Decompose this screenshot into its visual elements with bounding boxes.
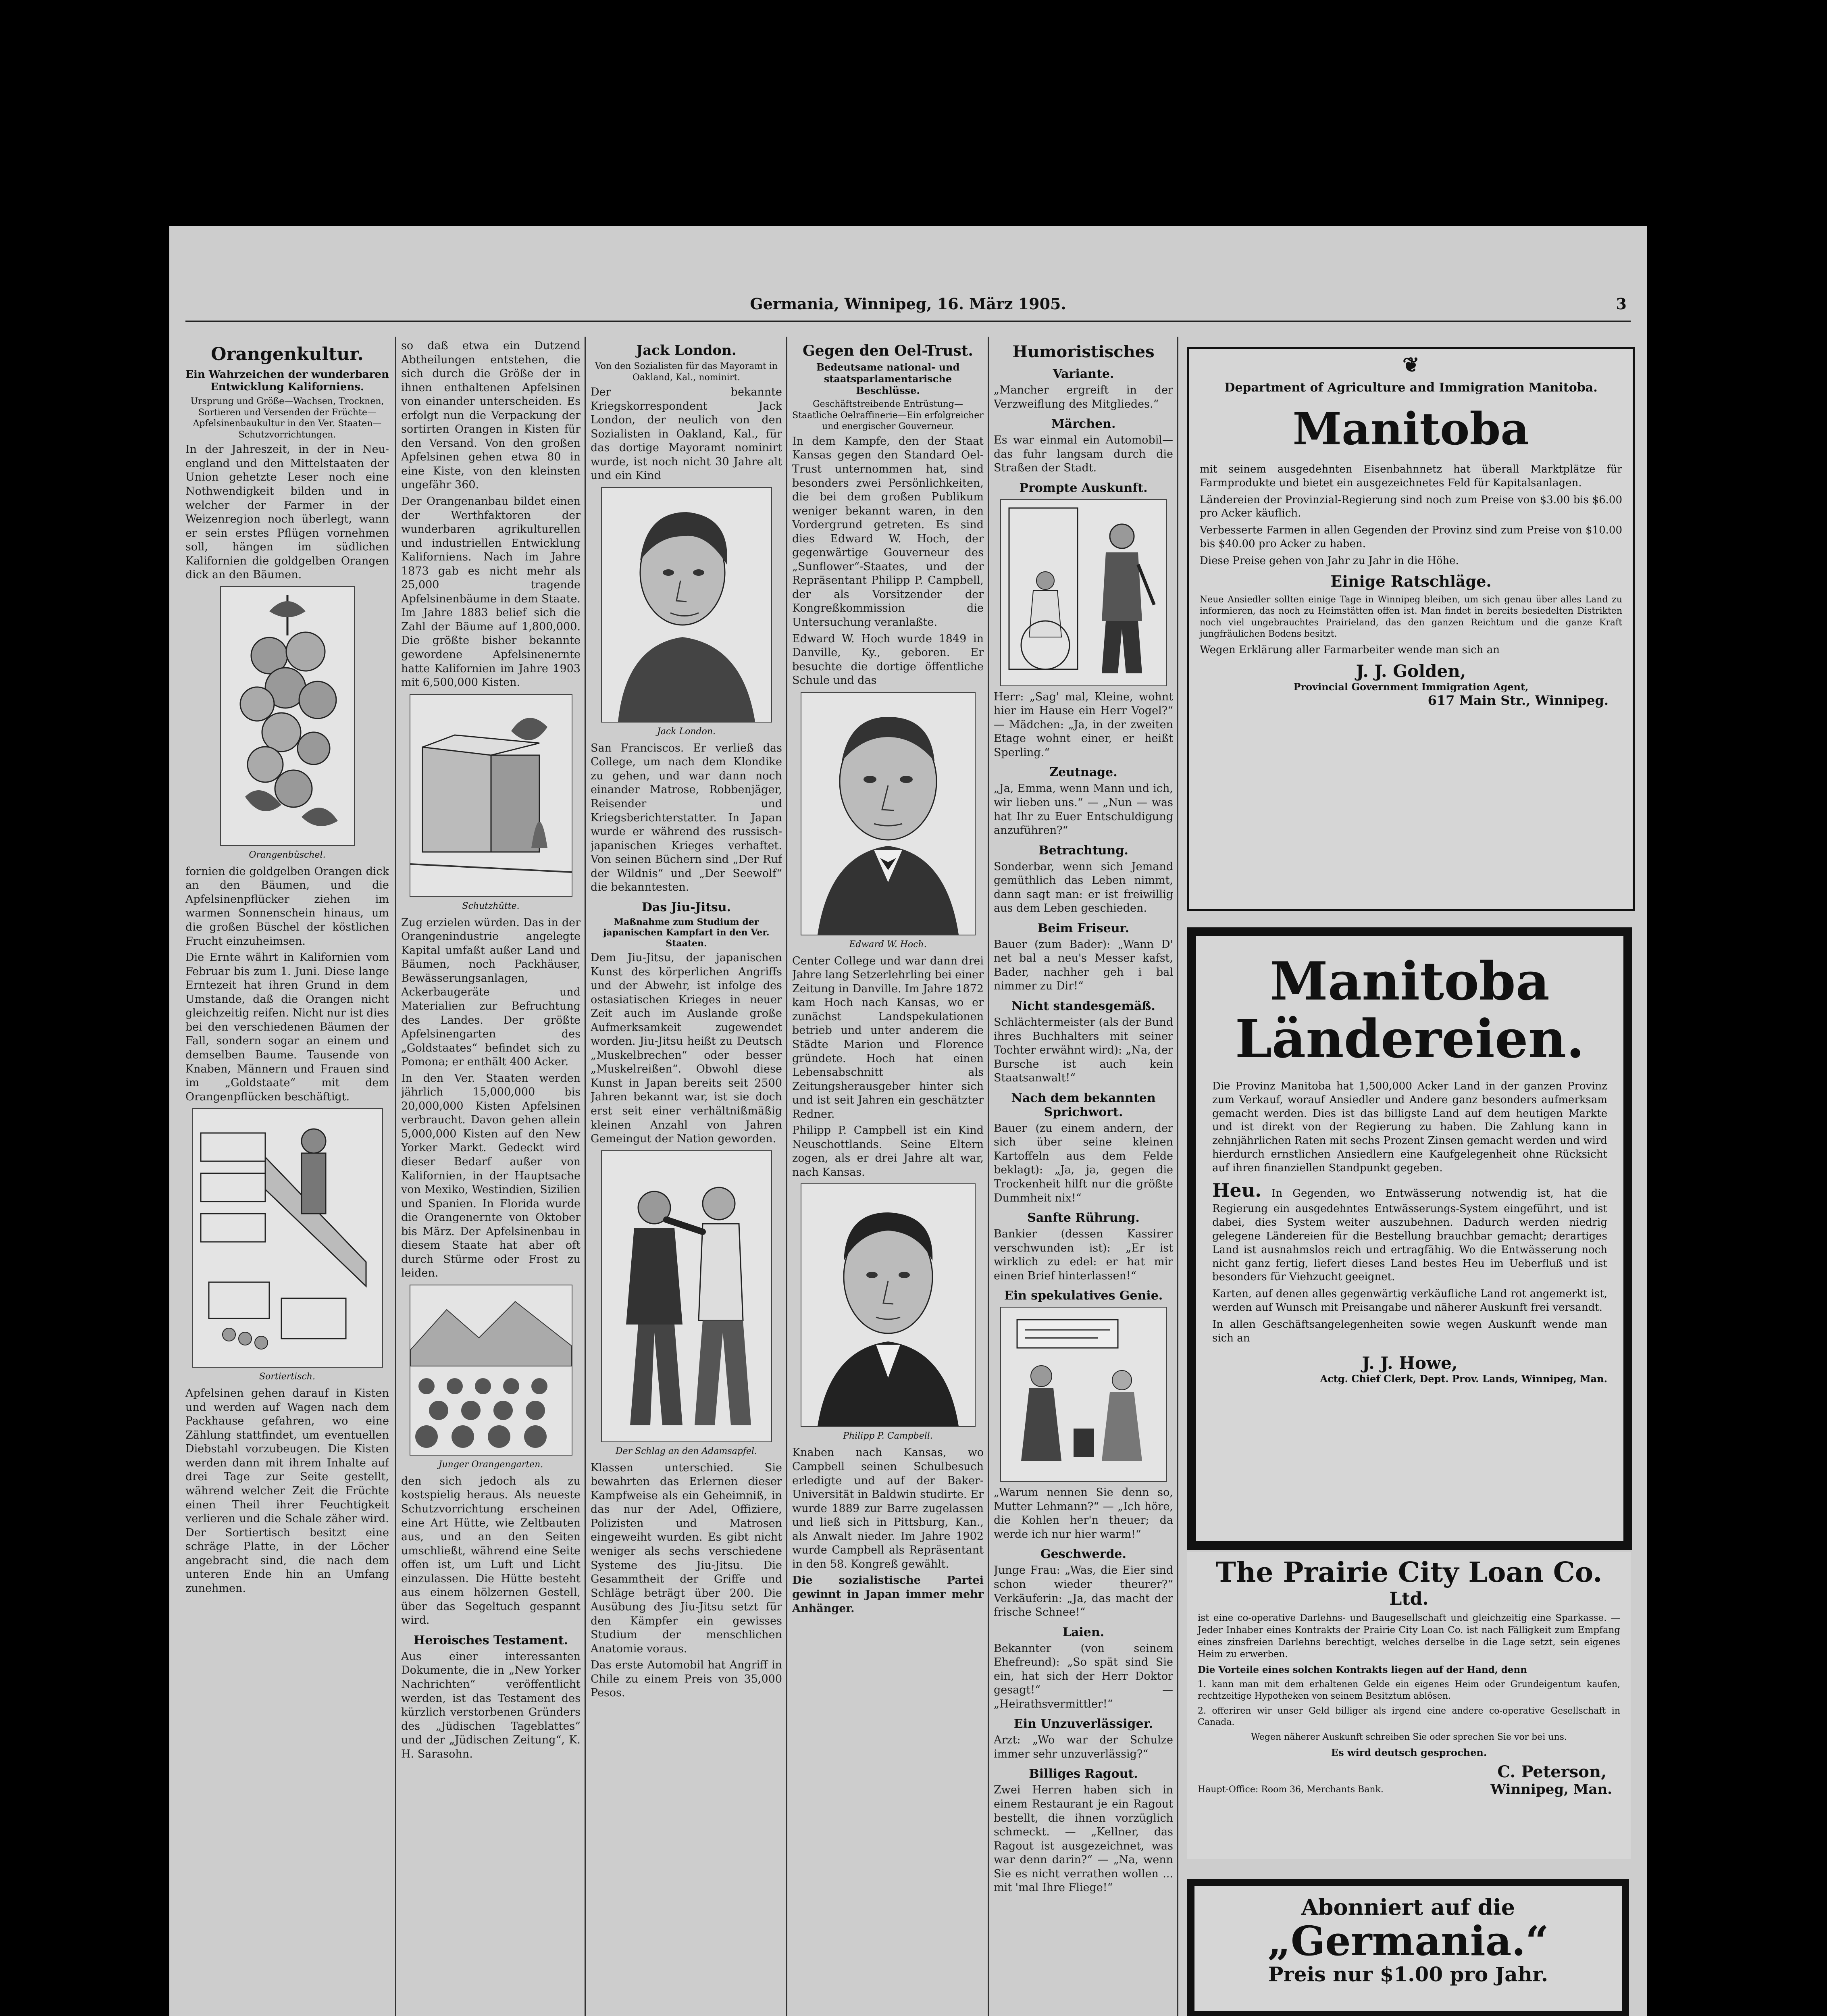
testament-title: Heroisches Testament. (413, 1633, 568, 1647)
ad-title: The Prairie City Loan Co. (1215, 1556, 1602, 1589)
ad-list-item: 2. offeriren wir unser Geld billiger als irgend eine andere co-operative Gesellschaft in Canada. (1198, 1706, 1620, 1728)
article-paragraph: Aus einer interessanten Dokumente, die in „New Yorker Nachrichten“ veröffentlicht werden, ist das Testament des kürzlich verstorbenen Gründers des „Jüdischen Tageblattes“ und der „Jüdischen Zeitung“, K. H. Sarasohn. (401, 1650, 581, 1760)
joke-text: Es war einmal ein Automobil—das fuhr langsam durch die Straßen der Stadt. (994, 434, 1173, 475)
article-paragraph: Das erste Automobil hat Angriff in Chile zu einem Preis von 35,000 Pesos. (591, 1659, 782, 1699)
article-paragraph: Zug erzielen würden. Das in der Orangenindustrie angelegte Kapital umfaßt außer Land und Bäumen, noch Packhäuser, Bewässerungsanlagen, Ackerbaugeräte und Materialien zur Befruchtung des Landes. Der größte Apfelsinengarten des „Goldstaates“ befindet sich zu Pomona; er enthält 400 Acker. (401, 916, 581, 1068)
article-heading: Gegen den Oel-Trust. (803, 342, 973, 359)
joke-title: Märchen. (1051, 417, 1116, 431)
masthead-title: Germania, Winnipeg, 16. März 1905. (750, 295, 1066, 313)
article-subheading: Bedeutsame national- und staatsparlamentarische Beschlüsse. (816, 361, 960, 396)
jack-london-portrait (601, 487, 772, 723)
ad-text: Die Vorteile eines solchen Kontrakts liegen auf der Hand, denn (1198, 1664, 1527, 1675)
ad-list-item: 1. kann man mit dem erhaltenen Gelde ein eigenes Heim oder Grundeigentum kaufen, rechtzeitige Hypotheken von seinem Besitztum ablösen. (1198, 1679, 1620, 1702)
article-paragraph: Die Ernte währt in Kalifornien vom Februar bis zum 1. Juni. Diese lange Erntezeit hat ihren Grund in dem Umstande, daß die Orangen nicht gleichzeitig reifen. Nicht nur ist dies bei den verschiedenen Bäumen der Fall, sondern sogar an einem und demselben Baume. Tausende von Knaben, Männern und Frauen sind im „Goldstaate“ mit dem Orangenpflücken beschäftigt. (185, 951, 389, 1103)
jiu-jitsu-illustration (601, 1150, 772, 1442)
article-heading: Jack London. (636, 342, 737, 358)
shelter-hut-illustration (410, 694, 572, 897)
ad-prairie-city-loan (1187, 1552, 1631, 1859)
article-paragraph: fornien die goldgelben Orangen dick an den Bäumen, und die Apfelsinenpflücker ziehen im warmen Sonnenschein hinaus, um die großen Büschel der köstlichen Frucht einzuheimsen. (185, 865, 389, 948)
illustration-caption: Sortiertisch. (259, 1372, 315, 1382)
speculative-genius-illustration (1000, 1307, 1167, 1482)
ad-text: ist eine co-operative Darlehns- und Baugesellschaft und gleichzeitig eine Sparkasse. — Jeder Inhaber eines Kontrakts der Prairie City Loan Co. ist nach Fälligkeit zum Empfang eines zinsfreien Darlehns berechtigt, welches derselbe in die Lage setzt, sein eigenes Heim zu erwerben. (1198, 1613, 1620, 1660)
newspaper-page (169, 226, 1647, 2016)
ad-contact-name: J. J. Golden, (1356, 661, 1466, 681)
ad-department: Department of Agriculture and Immigration Manitoba. (1224, 381, 1598, 395)
ad-contact-role: Provincial Government Immigration Agent, (1293, 681, 1529, 693)
joke-text: Herr: „Sag' mal, Kleine, wohnt hier im Hause ein Herr Vogel?“ — Mädchen: „Ja, in der zweiten Etage wohnt einer, er heißt Sperling.“ (994, 690, 1173, 759)
portrait-caption: Edward W. Hoch. (849, 939, 927, 950)
joke-text: Arzt: „Wo war der Schulze immer sehr unzuverlässig?“ (994, 1734, 1173, 1760)
column-orange-culture (185, 337, 389, 2016)
illustration-caption: Junger Orangengarten. (438, 1459, 543, 1470)
ad-title-line1: Manitoba (1270, 950, 1550, 1012)
joke-text: Zwei Herren haben sich in einem Restaurant je ein Ragout bestellt, die ihnen vorzüglich schmeckt. — „Kellner, das Ragout ist ausgezeichnet, was war denn darin?“ — „Na, wenn Sie es nicht verrathen wollen ... mit 'mal Ihre Fliege!“ (994, 1784, 1173, 1894)
article-heading: Orangenkultur. (211, 344, 364, 364)
ad-text: Wegen Erklärung aller Farmarbeiter wende man sich an (1200, 644, 1500, 656)
ad-city: Winnipeg, Man. (1490, 1781, 1612, 1797)
article-paragraph: Philipp P. Campbell ist ein Kind Neuschottlands. Seine Eltern zogen, als er drei Jahre alt war, nach Kansas. (792, 1124, 984, 1179)
ad-text: Wegen näherer Auskunft schreiben Sie oder sprechen Sie vor bei uns. (1251, 1732, 1567, 1742)
illustration-caption: Schutzhütte. (462, 901, 520, 911)
ad-address: 617 Main Str., Winnipeg. (1427, 692, 1609, 708)
joke-title: Ein spekulatives Genie. (1004, 1289, 1163, 1303)
portrait-caption: Jack London. (657, 726, 716, 737)
ad-text: Die Provinz Manitoba hat 1,500,000 Acker Land in der ganzen Provinz zum Verkauf, worauf Ansiedler und Andere ganz besonders aufmerksam gemacht werden. Dies ist das billigste Land auf dem heutigen Markte und ist direkt von der Regierung zu haben. Die Zahlung kann in zehnjährlichen Raten mit sechs Prozent Zinsen gemacht werden und wird hierdurch ernstlichen Ansiedlern eine Kaufgelegenheit ohne Rücksicht auf ihren finanziellen Standpunkt gegeben. (1212, 1080, 1607, 1174)
joke-title: Beim Friseur. (1037, 921, 1130, 935)
joke-text: Junge Frau: „Was, die Eier sind schon wieder theurer?“ Verkäuferin: „Ja, das macht der frische Schnee!“ (994, 1564, 1173, 1619)
article-paragraph: Der Orangenanbau bildet einen der Werthfaktoren der wunderbaren agrikulturellen und industriellen Entwicklung Kaliforniens. Nach im Jahre 1873 gab es nicht mehr als 25,000 tragende Apfelsinenbäume in dem Staate. Im Jahre 1883 belief sich die Zahl der Bäume auf 1,800,000. Die größte bisher bekannte gewordene Apfelsinenernte hatte Kalifornien im Jahre 1903 mit 6,500,000 Kisten. (401, 495, 581, 689)
article-paragraph: Center College und war dann drei Jahre lang Setzerlehrling bei einer Zeitung in Danville. Im Jahre 1872 kam Hoch nach Kansas, wo er zunächst Landspekulationen betrieb und unter anderem die Städte Marion und Florence gründete. Hoch hat einen Lebensabschnitt als Zeitungsherausgeber hinter sich und ist seit Jahren ein geschätzter Redner. (792, 954, 984, 1120)
article-paragraph: In den Ver. Staaten werden jährlich 15,000,000 bis 20,000,000 Kisten Apfelsinen verbraucht. Davon gehen allein 5,000,000 Kisten auf den New Yorker Markt. Gedeckt wird dieser Bedarf außer von Kalifornien, in der Hauptsache von Mexiko, Westindien, Sizilien und Spanien. In Florida wurde die Orangenernte von Oktober bis März. Der Apfelsinenbau in diesem Staate hat aber oft durch Stürme oder Frost zu leiden. (401, 1072, 581, 1280)
joke-title: Zeutnage. (1049, 765, 1117, 780)
orange-grove-illustration (410, 1285, 572, 1456)
column-rule (786, 337, 787, 2016)
ad-text: In Gegenden, wo Entwässerung notwendig ist, hat die Regierung ein ausgedehntes Entwässerungs-System eingeführt, und ist dabei, dies System weiter auszubehnen. Dadurch werden niedrig gelegene Ländereien für die Bestellung brauchbar gemacht; derartiges Land ist ausnahmslos reich und ertragfähig. Wo die Entwässerung noch nicht ganz fertig, liefert dieses Land bestes Heu im Ueberfluß und ist besonders für Viehzucht geeignet. (1212, 1187, 1607, 1283)
column-rule (585, 337, 586, 2016)
article-paragraph: Der bekannte Kriegskorrespondent Jack London, der neulich von den Sozialisten in Oakland, Kal., für das dortige Mayoramt nominirt wurde, ist noch nicht 30 Jahre alt und ein Kind (591, 386, 782, 482)
column-humor (994, 337, 1173, 2016)
article-subheading: Maßnahme zum Studium der japanischen Kampfart in den Ver. Staaten. (603, 916, 770, 949)
article-summary: Ursprung und Größe—Wachsen, Trocknen, Sortieren und Versenden der Früchte—Apfelsinenbaukultur in den Ver. Staaten—Schutzvorrichtungen. (190, 396, 384, 440)
column-rule (988, 337, 989, 2016)
joke-text: Bekannter (von seinem Ehefreund): „So spät sind Sie ein, hat sich der Herr Doktor gesagt!“ — „Heirathsvermittler!“ (994, 1642, 1173, 1710)
joke-title: Nach dem bekannten Sprichwort. (1011, 1091, 1156, 1119)
ad-title-line2: Ländereien. (1235, 1008, 1585, 1070)
sorting-table-illustration (192, 1108, 383, 1368)
ad-subscribe (1187, 1879, 1629, 2016)
joke-title: Nicht standesgemäß. (1011, 999, 1155, 1014)
edward-hoch-portrait (801, 692, 976, 935)
ad-footer (1198, 1781, 1620, 1797)
ad-text: In allen Geschäftsangelegenheiten sowie wegen Auskunft wende man sich an (1212, 1318, 1607, 1344)
article-summary: Geschäftstreibende Entrüstung—Staatliche Oelraffinerie—Ein erfolgreicher und energischer Gouverneur. (792, 399, 984, 432)
joke-text: Schlächtermeister (als der Bund ihres Buchhalters mit seiner Tochter erwähnt wird): „Na, der Bursche ist auch kein Staatsanwalt!“ (994, 1016, 1173, 1085)
column-oil-trust (792, 337, 984, 2016)
joke-title: Prompte Auskunft. (1019, 481, 1148, 495)
ad-line2: „Germania.“ (1267, 1917, 1549, 1965)
ad-contact-role: Actg. Chief Clerk, Dept. Prov. Lands, Winnipeg, Man. (1320, 1373, 1607, 1385)
ad-text: Verbesserte Farmen in allen Gegenden der Provinz sind zum Preise von $10.00 bis $40.00 pro Acker zu haben. (1200, 524, 1622, 550)
article-paragraph: In der Jahreszeit, in der in Neu-england und den Mittelstaaten der Union gehetzte Leser noch eine Nothwendigkeit bilden und in welcher der Farmer in der Weizenregion noch überlegt, wann er sein erstes Pflügen vornehmen soll, hängen im südlichen Kalifornien die goldgelben Orangen dick an den Bäumen. (185, 443, 389, 581)
ad-title: Manitoba (1292, 403, 1529, 455)
joke-text: Bauer (zu einem andern, der sich über seine kleinen Kartoffeln aus dem Felde beklagt): „Ja, ja, gegen die Trockenheit hilft nur die größte Dummheit nix!“ (994, 1122, 1173, 1204)
portrait-caption: Philipp P. Campbell. (843, 1431, 933, 1441)
orange-cluster-illustration (220, 586, 355, 846)
philipp-campbell-portrait (801, 1183, 976, 1427)
article-paragraph: In dem Kampfe, den der Staat Kansas gegen den Standard Oel-Trust unternommen hat, sind besonders zwei Persönlichkeiten, die bei dem großen Publikum weniger bekannt waren, in den Vordergrund getreten. Es sind dies Edward W. Hoch, der gegenwärtige Gouverneur des „Sunflower“-Staates, und der Repräsentant Philipp P. Campbell, der als Vorsitzender der Kongreßkommission die Untersuchung veranlaßte. (792, 435, 984, 629)
article-paragraph: so daß etwa ein Dutzend Abtheilungen entstehen, die sich durch die Größe der in ihnen enthaltenen Apfelsinen von einander unterscheiden. Es erfolgt nun die Verpackung der sortirten Orangen in Kisten für den Versand. Von den großen Apfelsinen gehen etwa 80 in eine Kiste, von den kleinsten ungefähr 360. (401, 339, 581, 492)
ad-heu-label: Heu. (1212, 1179, 1262, 1201)
article-paragraph: Dem Jiu-Jitsu, der japanischen Kunst des körperlichen Angriffs und der Abwehr, ist infolge des ostasiatischen Krieges in neuer Zeit auch im Auslande große Aufmerksamkeit zugewendet worden. Jiu-Jitsu heißt zu Deutsch „Muskelbrechen“ oder besser „Muskelreißen“. Obwohl diese Kunst in Japan bereits seit 2500 Jahren bekannt war, ist sie doch erst seit einer verhältnißmäßig kleinen Anzahl von Jahren Gemeingut der Nation geworden. (591, 952, 782, 1145)
article-heading: Das Jiu-Jitsu. (641, 900, 731, 914)
joke-title: Variante. (1053, 367, 1114, 381)
joke-title: Laien. (1062, 1625, 1105, 1639)
article-paragraph: den sich jedoch als zu kostspielig heraus. Als neueste Schutzvorrichtung erscheinen eine Art Hütte, wie Zeltbauten aus, und an den Seiten umschließt, während eine Seite offen ist, um Luft und Licht einzulassen. Die Hütte besteht aus einem hölzernen Gestell, über das Segeltuch gespannt wird. (401, 1475, 581, 1627)
ad-text: mit seinem ausgedehnten Eisenbahnnetz hat überall Marktplätze für Farmprodukte und bietet ein ausgezeichnetes Feld für Kapitalsanlagen. (1200, 463, 1622, 489)
article-paragraph: Klassen unterschied. Sie bewahrten das Erlernen dieser Kampfweise als ein Geheimniß, in das nur der Adel, Offiziere, Polizisten und Matrosen eingeweiht wurden. Es gibt nicht weniger als sechs verschiedene Systeme des Jiu-Jitsu. Die Gesammtheit der Griffe und Schläge beträgt über 200. Die Ausübung des Jiu-Jitsu setzt für den Kämpfer ein gewisses Studium der menschlichen Anatomie voraus. (591, 1461, 782, 1655)
ad-contact-name: C. Peterson, (1497, 1762, 1606, 1781)
column-jack-london (591, 337, 782, 2016)
ad-text: Neue Ansiedler sollten einige Tage in Winnipeg bleiben, um sich genau über alles Land zu informieren, das noch zu Heimstätten offen ist. Man findet in bereits besiedelten Distrikten noch viel ungebrauchtes Prairieland, das den ganzen Reichtum und die ganze Kraft jungfräulichen Bodens besitzt. (1200, 594, 1622, 639)
ad-title-ltd: Ltd. (1389, 1589, 1429, 1609)
column-rule (1177, 337, 1178, 2016)
ad-office: Haupt-Office: Room 36, Merchants Bank. (1198, 1784, 1384, 1795)
joke-text: „Warum nennen Sie denn so, Mutter Lehmann?“ — „Ich höre, die Kohlen her'n theuer; da werde ich nur hier warm!“ (994, 1486, 1173, 1541)
illustration-caption: Der Schlag an den Adamsapfel. (615, 1446, 757, 1456)
humor-heading: Humoristisches (1012, 342, 1155, 361)
column-rule (395, 337, 396, 2016)
column-orange-culture-continued (401, 337, 581, 2016)
joke-title: Billiges Ragout. (1029, 1767, 1138, 1781)
masthead (185, 292, 1631, 322)
article-paragraph: Edward W. Hoch wurde 1849 in Danville, Ky., geboren. Er besuchte die dortige öffentliche Schule und das (792, 632, 984, 687)
joke-text: „Mancher ergreift in der Verzweiflung des Mitgliedes.“ (994, 384, 1173, 410)
ad-manitoba-department (1187, 347, 1635, 911)
ad-subtitle: Einige Ratschläge. (1330, 572, 1492, 590)
joke-title: Sanfte Rührung. (1027, 1211, 1140, 1225)
article-paragraph: Apfelsinen gehen darauf in Kisten und werden auf Wagen nach dem Packhause gefahren, wo eine Zählung stattfindet, um eventuellen Diebstahl vorzubeugen. Die Kisten werden dann mit ihrem Inhalte auf drei Tage zur Seite gestellt, während welcher Zeit die Früchte einen Theil ihrer Feuchtigkeit verlieren und die Schale zäher wird. Der Sortiertisch besitzt eine schräge Platte, in der Löcher angebracht sind, die nach dem unteren Ende hin an Umfang zunehmen. (185, 1387, 389, 1595)
article-paragraph: Die sozialistische Partei gewinnt in Japan immer mehr Anhänger. (792, 1574, 984, 1615)
ad-text: Diese Preise gehen von Jahr zu Jahr in die Höhe. (1200, 554, 1459, 567)
joke-title: Geschwerde. (1040, 1547, 1126, 1562)
joke-text: Bankier (dessen Kassirer verschwunden ist): „Er ist wirklich zu edel: er hat mir einen Brief hinterlassen!“ (994, 1228, 1173, 1282)
joke-title: Ein Unzuverlässiger. (1013, 1717, 1153, 1731)
article-paragraph: Knaben nach Kansas, wo Campbell seinen Schulbesuch erledigte und auf der Baker-Universität in Baldwin studirte. Er wurde 1889 zur Barre zugelassen und ließ sich in Pittsburg, Kan., als Anwalt nieder. Im Jahre 1902 wurde Campbell als Repräsentant in den 58. Kongreß gewählt. (792, 1446, 984, 1570)
joke-text: Sonderbar, wenn sich Jemand gemüthlich das Leben nimmt, dann sagt man: er ist freiwillig aus dem Leben geschieden. (994, 860, 1173, 915)
joke-title: Betrachtung. (1038, 843, 1128, 858)
ad-text: Karten, auf denen alles gegenwärtig verkäufliche Land rot angemerkt ist, werden auf Wunsch mit Preisangabe und näherer Auskunft frei versandt. (1212, 1288, 1607, 1314)
ad-contact-name: J. J. Howe, (1362, 1353, 1458, 1373)
ad-text: Es wird deutsch gesprochen. (1331, 1747, 1487, 1759)
ad-text: Ländereien der Provinzial-Regierung sind noch zum Preise von $3.00 bis $6.00 pro Acker käuflich. (1200, 494, 1622, 520)
ad-line3: Preis nur $1.00 pro Jahr. (1268, 1962, 1548, 1986)
joke-text: Bauer (zum Bader): „Wann D' net bal a neu's Messer kafst, Bader, nachher geh i bal nimmer zu Dir!“ (994, 938, 1173, 993)
ad-manitoba-lands (1187, 927, 1632, 1550)
joke-text: „Ja, Emma, wenn Mann und ich, wir lieben uns.“ — „Nun — was hat Ihr zu Euer Entschuldigung anzuführen?“ (994, 782, 1173, 837)
article-paragraph: San Franciscos. Er verließ das College, um nach dem Klondike zu gehen, und war dann noch einander Matrose, Robbenjäger, Reisender und Kriegsberichterstatter. In Japan wurde er während des russisch-japanischen Krieges verhaftet. Von seinen Büchern sind „Der Ruf der Wildnis“ und „Der Seewolf“ die bekanntesten. (591, 741, 782, 894)
prompt-answer-illustration (1000, 499, 1167, 686)
article-subheading: Von den Sozialisten für das Mayoramt in Oakland, Kal., nominirt. (595, 361, 778, 383)
page-number: 3 (1616, 295, 1627, 313)
article-subheading: Ein Wahrzeichen der wunderbaren Entwicklung Kaliforniens. (185, 369, 389, 394)
illustration-caption: Orangenbüschel. (249, 850, 326, 860)
ad-line1: Abonniert auf die (1301, 1894, 1515, 1920)
ornament: ❦ (1403, 353, 1419, 377)
